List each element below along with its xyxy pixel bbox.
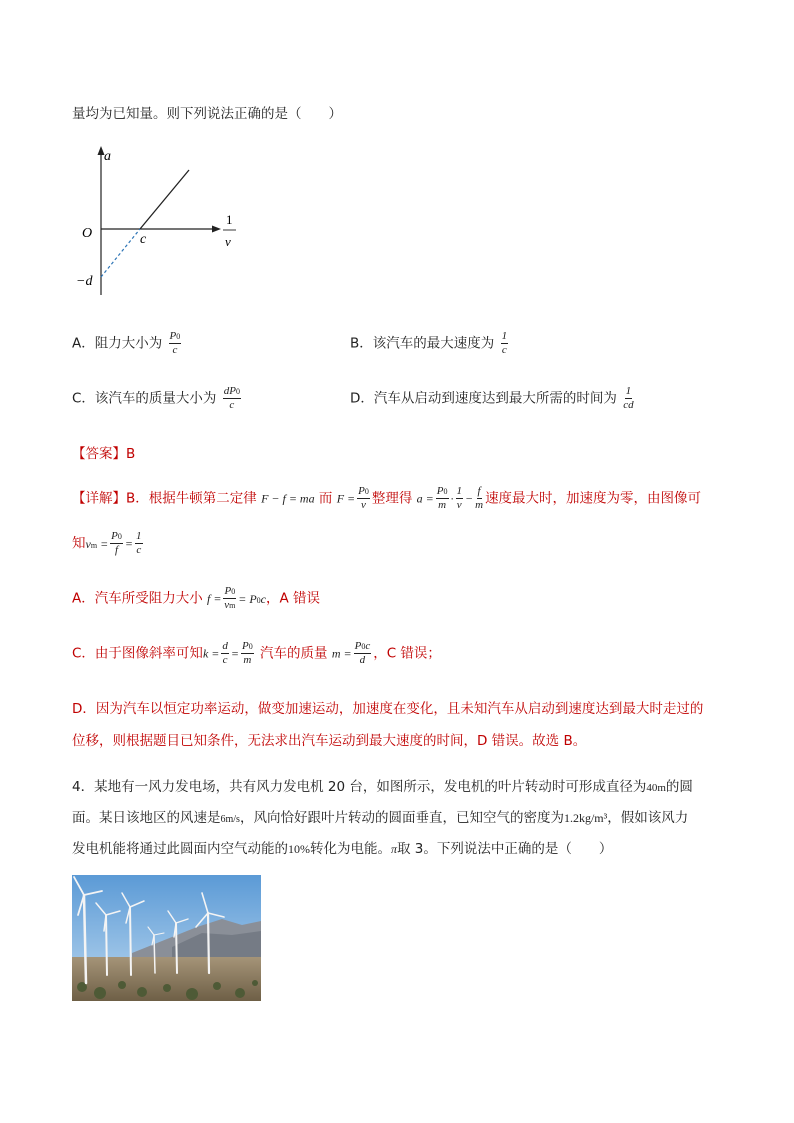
q4-line-1 bbox=[72, 775, 693, 795]
option-b[interactable] bbox=[350, 331, 510, 356]
option-c[interactable] bbox=[72, 386, 243, 411]
q4-line2-b: ，风向恰好跟叶片转动的圆面垂直，已知空气的密度为 bbox=[239, 810, 564, 826]
acceleration-graph bbox=[70, 140, 250, 305]
y-axis-label: a bbox=[104, 149, 111, 164]
detail-line-d1: D．因为汽车以恒定功率运动，做变加速运动，加速度在变化，且未知汽车从启动到速度达到最大时走过的 bbox=[72, 701, 704, 717]
detail-line-c: C．由于图像斜率可知k = $\frac{d}{c}$ = $\frac{P0}{m}$ 汽车的质量 m = $\frac{P0c}{d}$ ，C 错误； bbox=[72, 640, 441, 666]
detail-a-suffix: ，A 错误 bbox=[265, 590, 321, 607]
detail-c-suffix: ，C 错误； bbox=[373, 645, 441, 662]
detail-tail: 速度最大时，加速度为零，由图像可 bbox=[485, 490, 702, 507]
option-d-fraction: $\frac{1}{cd}$ bbox=[623, 385, 634, 411]
option-b-text: B．该汽车的最大速度为 bbox=[350, 335, 495, 352]
detail-a-prefix: A．汽车所受阻力大小 bbox=[72, 590, 203, 607]
detail-line2-prefix: 知 bbox=[72, 535, 86, 552]
q4-line2-a: 面。某日该地区的风速是 bbox=[72, 810, 221, 826]
power-equation-lhs: F = bbox=[336, 491, 356, 506]
q4-line3-b: 转化为电能。 bbox=[310, 841, 391, 857]
detail-and: 而 bbox=[318, 490, 333, 507]
slope-frac-1: $\frac{d}{c}$ bbox=[222, 640, 228, 666]
vmax-frac-2: $\frac{1}{c}$ bbox=[136, 530, 142, 556]
detail-arrange: 整理得 bbox=[371, 490, 413, 507]
option-a-text: A．阻力大小为 bbox=[72, 335, 163, 352]
detail-line-d2: 位移，则根据题目已知条件，无法求出汽车运动到最大速度的时间，D 错误。故选 B。 bbox=[72, 733, 587, 749]
accel-equation-lhs: a = bbox=[416, 491, 434, 506]
option-a-fraction: $\frac{P0}{c}$ bbox=[169, 330, 181, 356]
detail-line-1: 【详解】B．根据牛顿第二定律 F − f = ma 而 F = $\frac{P0}{v}$ 整理得 a = $\frac{P0}{m}$ · $\frac{1}{v}$ − $\frac{f}{m}$ 速度最大时，加速度为零，由图像可 bbox=[72, 485, 702, 511]
accel-frac-2: $\frac{1}{v}$ bbox=[456, 485, 462, 511]
answer-label: 【答案】B bbox=[72, 446, 136, 462]
newton-equation: F − f = ma bbox=[261, 491, 315, 506]
accel-frac-1: $\frac{P0}{m}$ bbox=[436, 485, 448, 511]
detail-c-mid: 汽车的质量 bbox=[260, 645, 328, 662]
origin-label: O bbox=[82, 226, 93, 241]
q4-diameter: 40m bbox=[646, 782, 666, 794]
graph-line bbox=[140, 170, 189, 229]
q4-line3-c: 取 3。下列说法中正确的是（ ） bbox=[397, 841, 613, 857]
detail-b-intro: B．根据牛顿第二定律 bbox=[126, 490, 257, 507]
option-a[interactable] bbox=[72, 331, 183, 356]
option-b-fraction: $\frac{1}{c}$ bbox=[501, 330, 508, 356]
detail-line-a: A．汽车所受阻力大小 f = $\frac{P0}{vm}$ = P0c，A 错误 bbox=[72, 585, 321, 611]
q4-speed: 6m/s bbox=[220, 814, 240, 825]
detail-c-prefix: C．由于图像斜率可知 bbox=[72, 645, 203, 662]
option-c-fraction: $\frac{dP0}{c}$ bbox=[223, 385, 240, 411]
accel-frac-3: $\frac{f}{m}$ bbox=[475, 485, 484, 511]
q4-percent: 10% bbox=[288, 842, 310, 856]
q4-line1-a: 4．某地有一风力发电场，共有风力发电机 20 台，如图所示，发电机的叶片转动时可形成直径为 bbox=[72, 779, 647, 795]
q4-line3-a: 发电机能将通过此圆面内空气动能的 bbox=[72, 841, 288, 857]
detail-line-2: 知vm = $\frac{P0}{f}$ = $\frac{1}{c}$ bbox=[72, 530, 142, 556]
option-d[interactable] bbox=[350, 386, 636, 411]
q4-pi: π bbox=[391, 842, 398, 856]
mass-fraction: $\frac{P0c}{d}$ bbox=[354, 640, 371, 666]
x-axis-arrow bbox=[212, 226, 221, 233]
x-intercept-label: c bbox=[140, 232, 147, 247]
y-intercept-label: −d bbox=[76, 274, 93, 289]
power-equation-fraction: $\frac{P0}{v}$ bbox=[358, 485, 369, 511]
option-c-text: C．该汽车的质量大小为 bbox=[72, 390, 217, 407]
vmax-frac-1: $\frac{P0}{f}$ bbox=[111, 530, 122, 556]
option-d-text: D．汽车从启动到速度达到最大所需的时间为 bbox=[350, 390, 617, 407]
x-axis-label-numerator: 1 bbox=[226, 212, 233, 227]
resistance-fraction: $\frac{P0}{vm}$ bbox=[224, 585, 236, 611]
slope-frac-2: $\frac{P0}{m}$ bbox=[241, 640, 253, 666]
q4-density: 1.2kg/m³ bbox=[563, 811, 608, 825]
extension-dashed-line bbox=[101, 229, 140, 277]
q4-line2-c: ，假如该风力 bbox=[607, 810, 689, 826]
q4-line-2 bbox=[72, 806, 688, 826]
intro-text: 量均为已知量。则下列说法正确的是（ ） bbox=[72, 106, 342, 122]
x-axis-label-denominator: v bbox=[225, 234, 231, 249]
q4-line-3 bbox=[72, 837, 612, 857]
q4-line1-b: 的圆 bbox=[665, 779, 693, 795]
detail-heading: 【详解】 bbox=[72, 490, 126, 507]
wind-turbine-photo bbox=[72, 875, 261, 1001]
